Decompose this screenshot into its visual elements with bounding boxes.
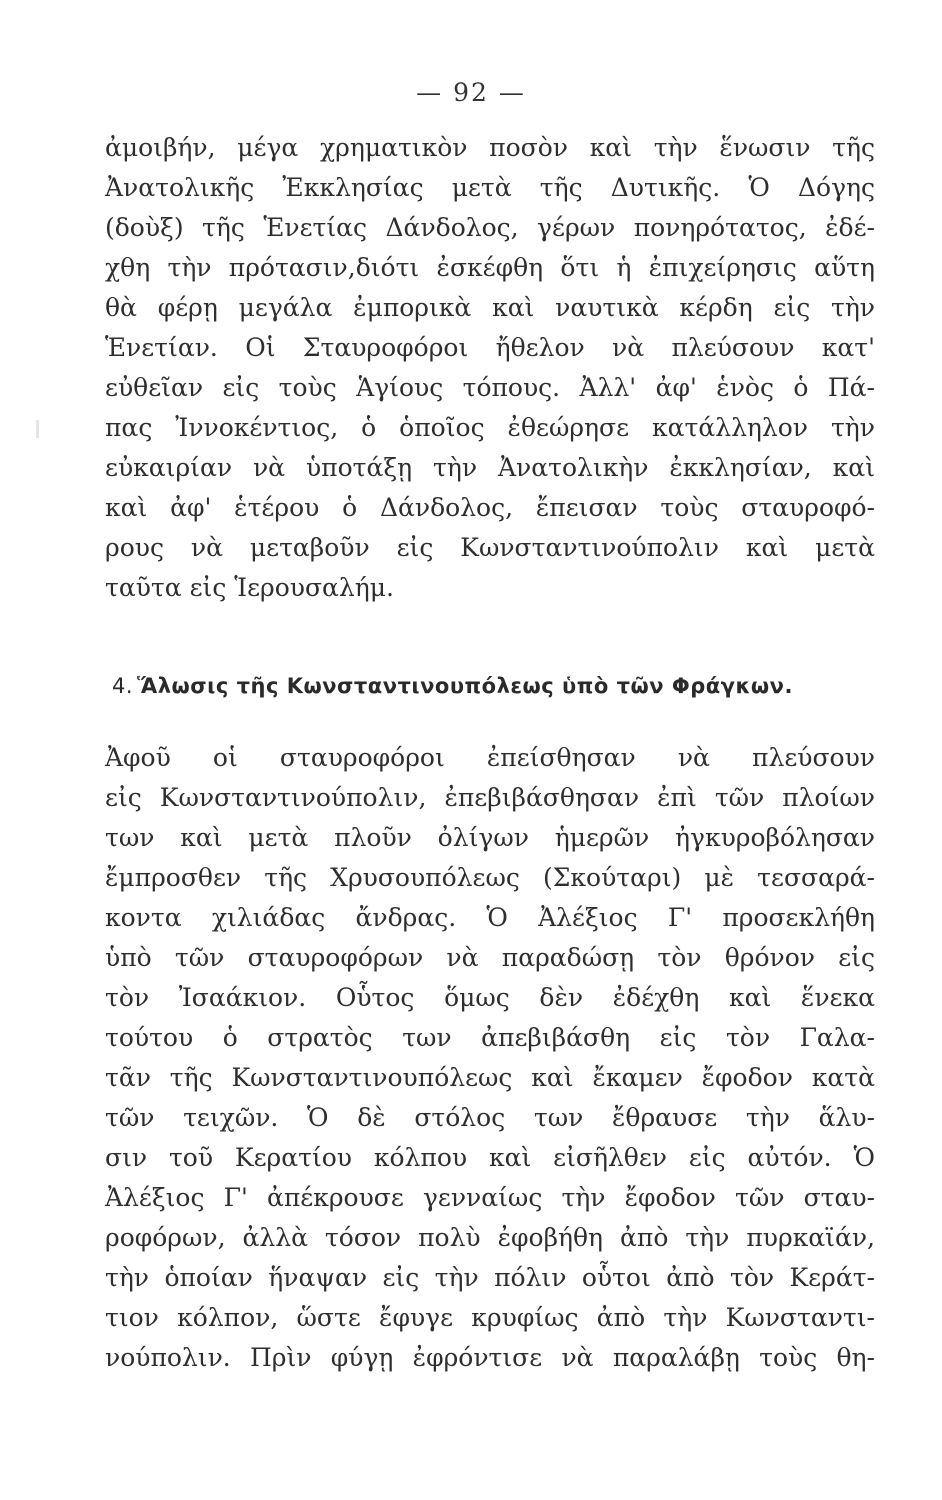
- page-number: — 92 —: [416, 78, 526, 107]
- text-line: ρους νὰ μεταβοῦν εἰς Κωνσταντινούπολιν καὶ μετὰ: [105, 533, 875, 562]
- text-line: εἰς Κωνσταντινούπολιν, ἐπεβιβάσθησαν ἐπὶ τῶν πλοίων: [105, 783, 875, 812]
- text-line: τᾶν τῆς Κωνσταντινουπόλεως καὶ ἔκαμεν ἔφοδον κατὰ: [105, 1063, 875, 1092]
- section-title: Ἅλωσις τῆς Κωνσταντινουπόλεως ὑπὸ τῶν Φράγκων.: [137, 674, 793, 698]
- text-line: Ἑνετίαν. Οἱ Σταυροφόροι ἤθελον νὰ πλεύσουν κατ': [105, 333, 875, 362]
- text-line: ἀμοιβήν, μέγα χρηματικὸν ποσὸν καὶ τὴν ἕνωσιν τῆς: [105, 133, 875, 162]
- section-number: 4.: [112, 674, 134, 698]
- text-line: θὰ φέρῃ μεγάλα ἐμπορικὰ καὶ ναυτικὰ κέρδη εἰς τὴν: [105, 293, 875, 322]
- text-line: τὴν ὁποίαν ἥναψαν εἰς τὴν πόλιν οὗτοι ἀπὸ τὸν Κεράτ-: [105, 1263, 875, 1292]
- paragraph-1: [105, 128, 875, 608]
- text-line: νούπολιν. Πρὶν φύγῃ ἐφρόντισε νὰ παραλάβῃ τοὺς θη-: [105, 1343, 875, 1372]
- text-line: Ἀνατολικῆς Ἐκκλησίας μετὰ τῆς Δυτικῆς. Ὁ Δόγης: [105, 173, 875, 202]
- text-line: τούτου ὁ στρατὸς των ἀπεβιβάσθη εἰς τὸν Γαλα-: [105, 1023, 875, 1052]
- text-line: καὶ ἀφ' ἑτέρου ὁ Δάνδολος, ἔπεισαν τοὺς σταυροφό-: [105, 493, 875, 522]
- text-line: τῶν τειχῶν. Ὁ δὲ στόλος των ἔθραυσε τὴν ἅλυ-: [105, 1103, 875, 1132]
- section-heading: [112, 666, 882, 706]
- text-line: σιν τοῦ Κερατίου κόλπου καὶ εἰσῆλθεν εἰς αὐτόν. Ὁ: [105, 1143, 875, 1172]
- text-line: εὐθεῖαν εἰς τοὺς Ἁγίους τόπους. Ἀλλ' ἀφ' ἑνὸς ὁ Πά-: [105, 373, 875, 402]
- text-line: εὐκαιρίαν νὰ ὑποτάξῃ τὴν Ἀνατολικὴν ἐκκλησίαν, καὶ: [105, 453, 875, 482]
- text-line: των καὶ μετὰ πλοῦν ὀλίγων ἡμερῶν ἠγκυροβόλησαν: [105, 823, 875, 852]
- text-line: Ἀλέξιος Γ' ἀπέκρουσε γενναίως τὴν ἔφοδον τῶν σταυ-: [105, 1183, 875, 1212]
- text-line: ταῦτα εἰς Ἱερουσαλήμ.: [105, 573, 394, 602]
- text-line: τιον κόλπον, ὥστε ἔφυγε κρυφίως ἀπὸ τὴν Κωνσταντι-: [105, 1303, 875, 1332]
- text-line: (δοὺξ) τῆς Ἑνετίας Δάνδολος, γέρων πονηρότατος, ἐδέ-: [105, 213, 875, 242]
- text-line: Ἀφοῦ οἱ σταυροφόροι ἐπείσθησαν νὰ πλεύσουν: [105, 743, 875, 772]
- scan-margin-mark: [36, 420, 39, 438]
- text-line: τὸν Ἰσαάκιον. Οὗτος ὅμως δὲν ἐδέχθη καὶ ἕνεκα: [105, 983, 875, 1012]
- text-line: ροφόρων, ἀλλὰ τόσον πολὺ ἐφοβήθη ἀπὸ τὴν πυρκαϊάν,: [105, 1223, 875, 1252]
- paragraph-2: [105, 738, 875, 1378]
- text-line: ὑπὸ τῶν σταυροφόρων νὰ παραδώσῃ τὸν θρόνον εἰς: [105, 943, 875, 972]
- text-line: πας Ἰννοκέντιος, ὁ ὁποῖος ἐθεώρησε κατάλληλον τὴν: [105, 413, 875, 442]
- text-line: χθη τὴν πρότασιν,διότι ἐσκέφθη ὅτι ἡ ἐπιχείρησις αὕτη: [105, 253, 875, 282]
- text-line: ἔμπροσθεν τῆς Χρυσουπόλεως (Σκούταρι) μὲ τεσσαρά-: [105, 863, 875, 892]
- text-line: κοντα χιλιάδας ἄνδρας. Ὁ Ἀλέξιος Γ' προσεκλήθη: [105, 903, 875, 932]
